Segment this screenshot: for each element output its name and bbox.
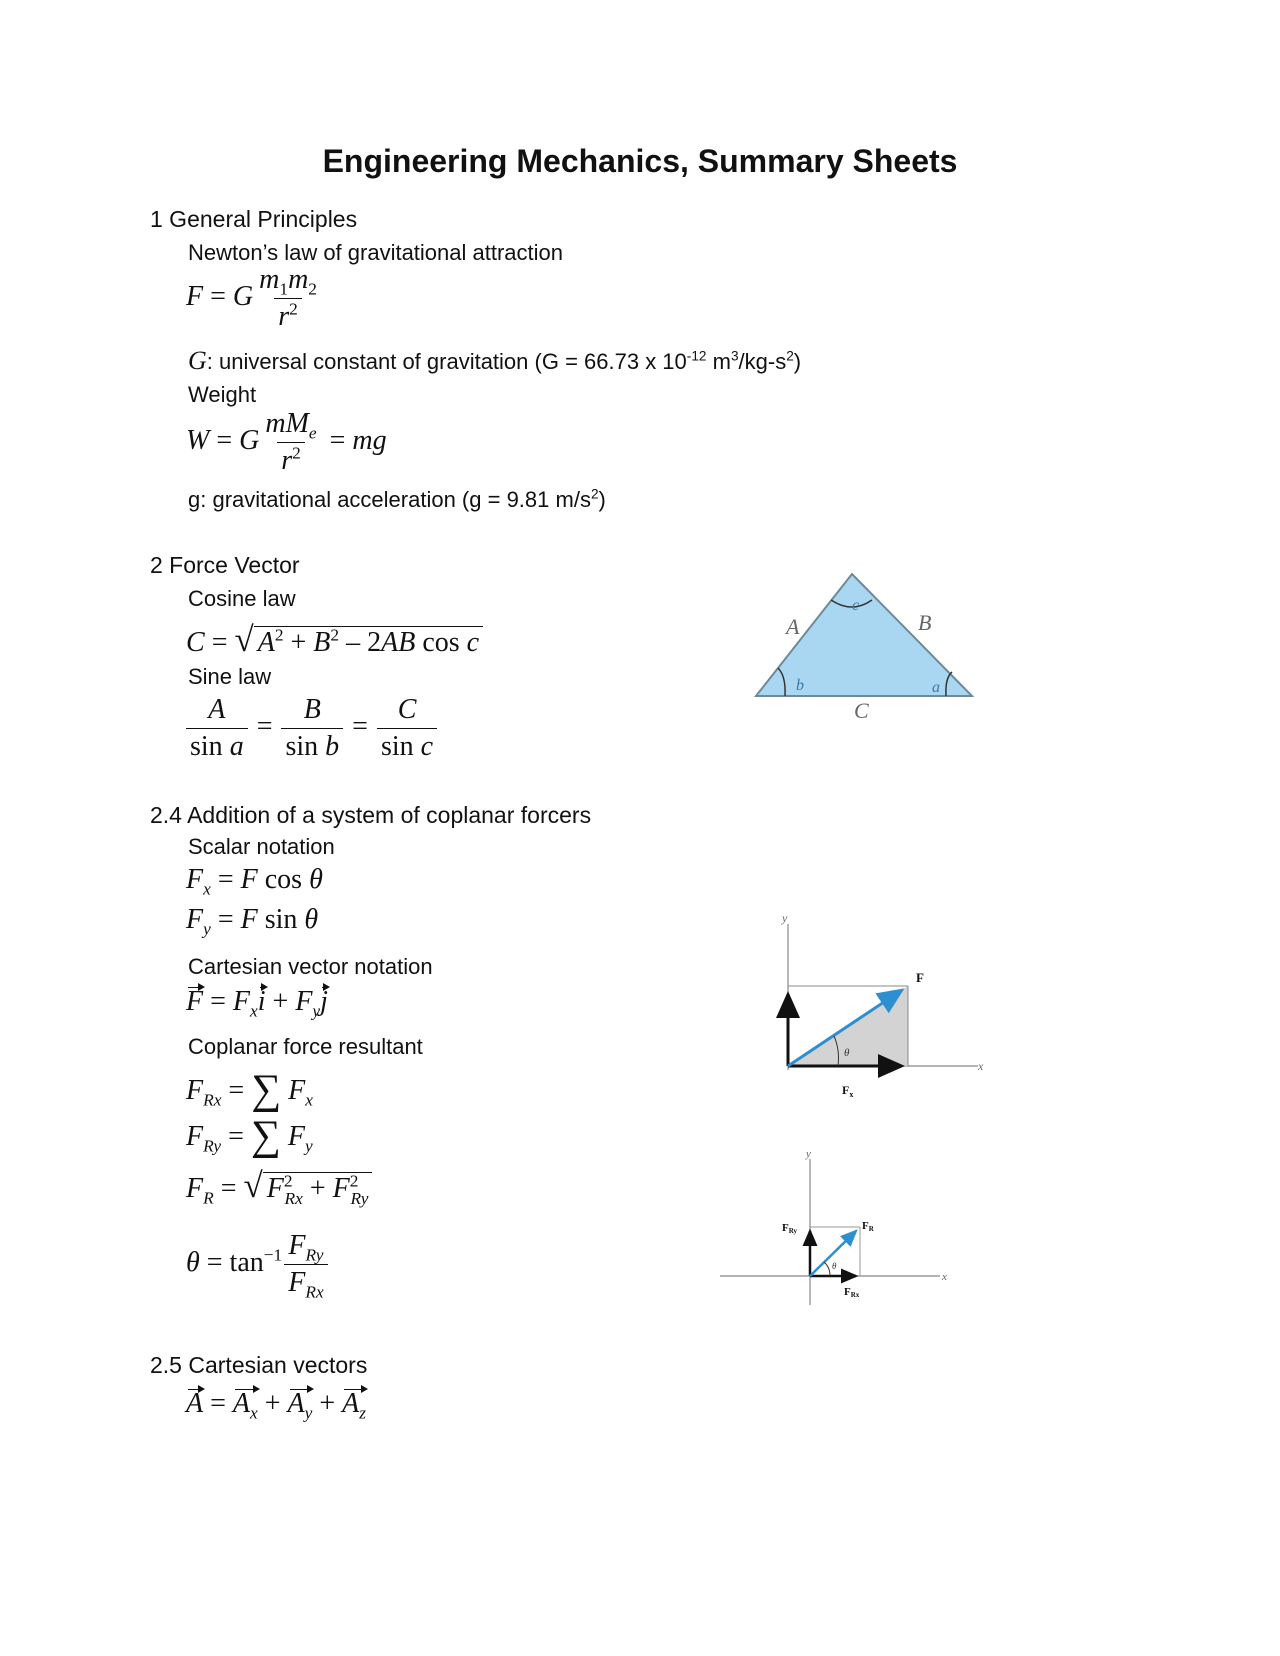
sine-law-label: Sine law bbox=[188, 664, 272, 689]
fig1-fx-label: $F_x$ bbox=[842, 1083, 854, 1099]
g-constant-close: ) bbox=[793, 349, 802, 374]
fig2-fry-label: FRy bbox=[782, 1222, 798, 1235]
newton-law-label: Newton’s law of gravitational attraction bbox=[188, 240, 564, 265]
frx-equation: $F_{Rx}$ = ∑ $F_x$ bbox=[186, 1067, 313, 1113]
fig2-theta-arc bbox=[824, 1262, 830, 1276]
g-constant-exponent: -12 bbox=[686, 348, 707, 364]
triangle-label-C: C bbox=[854, 698, 869, 720]
cosine-law-equation: C = √ $A^2 + B^2 - 2AB$ cos c bbox=[186, 620, 483, 660]
g-constant-unit-2: /kg-s bbox=[738, 349, 787, 374]
cartesian-vector-equation: $F = F_xi + F_yj$ bbox=[186, 986, 328, 1021]
triangle-label-b: b bbox=[796, 677, 804, 694]
triangle-label-B: B bbox=[918, 610, 932, 635]
g-constant-symbol: G bbox=[188, 346, 207, 375]
section-2-5-heading: 2.5 Cartesian vectors bbox=[150, 1352, 368, 1378]
fig1-y-label: y bbox=[782, 911, 788, 925]
page-title: Engineering Mechanics, Summary Sheets bbox=[322, 143, 958, 179]
g-constant-unit-exp-2: 2 bbox=[786, 348, 794, 364]
cartesian-vector-sum-equation: $A = A_x + A_y + A_z$ bbox=[186, 1388, 367, 1423]
fig2-fr-label: FR bbox=[862, 1220, 874, 1233]
scalar-notation-label: Scalar notation bbox=[188, 834, 335, 859]
section-2-4-heading: 2.4 Addition of a system of coplanar forcers bbox=[150, 802, 592, 828]
fig2-x-label: x bbox=[942, 1271, 947, 1283]
force-components-figure bbox=[770, 910, 1010, 1110]
g-constant-desc: : universal constant of gravitation (G = 66.73 x 10 bbox=[206, 349, 687, 374]
theta-equation: $\theta = \tan^{-1}$ $\frac{F_{Ry}}{F_{Rx}}$ bbox=[186, 1230, 330, 1299]
g-constant-text bbox=[188, 346, 801, 376]
sine-law-equation: $\frac{A}{\text{sin a}}$ = $\frac{B}{\text{sin b}}$ = $\frac{C}{\text{sin c}}$ bbox=[184, 694, 439, 763]
resultant-figure bbox=[720, 1145, 960, 1315]
fig2-theta-label: θ bbox=[832, 1261, 837, 1271]
g-accel-exponent: 2 bbox=[590, 486, 599, 502]
g-constant-unit-exp: 3 bbox=[730, 348, 739, 364]
triangle-label-A: A bbox=[786, 614, 800, 639]
section-1-heading: 1 General Principles bbox=[150, 206, 358, 232]
fry-equation: $F_{Ry}$ = ∑ $F_y$ bbox=[186, 1113, 313, 1159]
coplanar-resultant-label: Coplanar force resultant bbox=[188, 1034, 423, 1059]
fx-equation: $F_x = F$ cos θ bbox=[186, 864, 323, 899]
g-accel-close: ) bbox=[598, 487, 606, 512]
g-accel-desc: g: gravitational acceleration (g = 9.81 m/s bbox=[188, 487, 591, 512]
triangle-label-a: a bbox=[932, 679, 940, 696]
fr-magnitude-equation: $F_R$ = √ $F^2_{Rx} + F^2_{Ry}$ bbox=[186, 1166, 372, 1206]
cosine-law-label: Cosine law bbox=[188, 586, 296, 611]
newton-equation: F = G $\frac{m_1m_2}{r^2}$ bbox=[186, 264, 317, 332]
weight-equation: W = G $\frac{mM_e}{r^2}$ = mg bbox=[186, 408, 387, 476]
g-constant-unit: m bbox=[706, 349, 731, 374]
fig1-x-label: x bbox=[978, 1059, 984, 1073]
triangle-label-c: c bbox=[852, 597, 860, 614]
fig2-frx-label: FRx bbox=[844, 1286, 860, 1299]
section-2-heading: 2 Force Vector bbox=[150, 552, 300, 578]
fy-equation: $F_y = F$ sin θ bbox=[186, 904, 319, 939]
weight-label: Weight bbox=[188, 382, 257, 407]
fig1-theta-label: θ bbox=[844, 1047, 850, 1059]
cartesian-notation-label: Cartesian vector notation bbox=[188, 954, 433, 979]
triangle-figure bbox=[740, 560, 1000, 720]
fig2-y-label: y bbox=[806, 1148, 811, 1160]
fig1-f-label: F bbox=[916, 970, 924, 985]
g-accel-text bbox=[188, 487, 606, 513]
